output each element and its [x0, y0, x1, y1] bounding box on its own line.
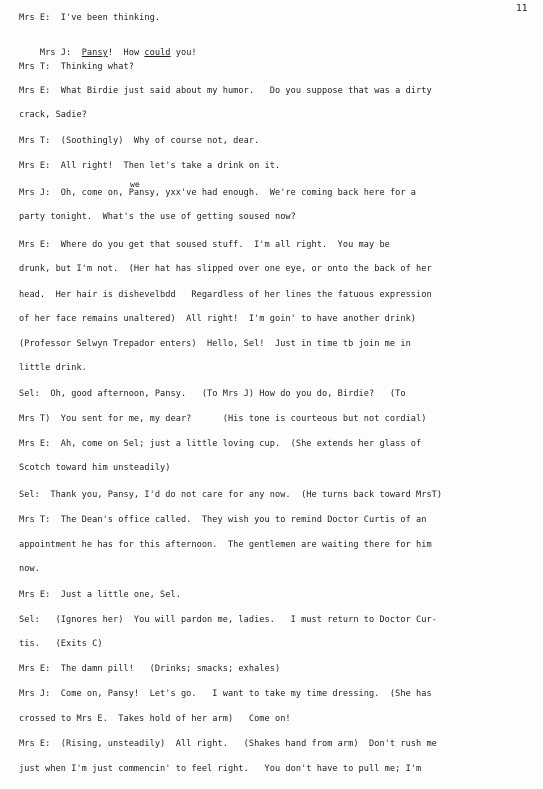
script-line: Mrs T) You sent for me, my dear? (His tone is courteous but not cordial): [19, 414, 427, 424]
script-line: little drink.: [19, 363, 87, 373]
line-text: you!: [170, 48, 197, 58]
script-line: of her face remains unaltered) All right! I'm goin' to have another drink): [19, 314, 417, 324]
script-line: Mrs E: What Birdie just said about my humor. Do you suppose that was a dirty: [19, 86, 432, 96]
underlined-word: Pansy: [81, 48, 108, 58]
line-speaker: Mrs J:: [39, 48, 82, 58]
script-line: crossed to Mrs E. Takes hold of her arm) Come on!: [19, 714, 291, 724]
script-line: Mrs E: All right! Then let's take a drink on it.: [19, 161, 281, 171]
script-line: now.: [19, 564, 40, 574]
script-line: (Professor Selwyn Trepador enters) Hello, Sel! Just in time tb join me in: [19, 339, 411, 349]
script-line: appointment he has for this afternoon. The gentlemen are waiting there for him: [19, 540, 432, 550]
script-line: Mrs T: (Soothingly) Why of course not, dear.: [19, 136, 260, 146]
script-line: Mrs T: Thinking what?: [19, 62, 134, 72]
script-line: Mrs E: The damn pill! (Drinks; smacks; exhales): [19, 664, 281, 674]
script-line: Mrs E: I've been thinking.: [19, 13, 161, 23]
script-line: tis. (Exits C): [19, 639, 103, 649]
script-line: Mrs E: (Rising, unsteadily) All right. (Shakes hand from arm) Don't rush me: [19, 739, 437, 749]
interlinear-correction: we: [130, 180, 140, 189]
script-line: Scotch toward him unsteadily): [19, 463, 171, 473]
script-line: drunk, but I'm not. (Her hat has slipped over one eye, or onto the back of her: [19, 264, 432, 274]
script-line: Sel: Oh, good afternoon, Pansy. (To Mrs J) How do you do, Birdie? (To: [19, 389, 406, 399]
script-line: Mrs E: Where do you get that soused stuff. I'm all right. You may be: [19, 240, 390, 250]
script-line: Mrs E: Just a little one, Sel.: [19, 590, 181, 600]
script-line: crack, Sadie?: [19, 110, 87, 120]
script-line: Sel: (Ignores her) You will pardon me, ladies. I must return to Doctor Cur-: [19, 615, 437, 625]
script-line: head. Her hair is dishevelbdd Regardless of her lines the fatuous expression: [19, 290, 432, 300]
line-text: ! How: [107, 48, 145, 58]
script-line: just when I'm just commencin' to feel right. You don't have to pull me; I'm: [19, 764, 422, 774]
script-line: Sel: Thank you, Pansy, I'd do not care for any now. (He turns back toward MrsT): [19, 490, 443, 500]
script-line: Mrs J: Come on, Pansy! Let's go. I want to take my time dressing. (She has: [19, 689, 432, 699]
underlined-word: could: [144, 48, 171, 58]
page-number: 11: [516, 3, 528, 14]
script-line: Mrs T: The Dean's office called. They wish you to remind Doctor Curtis of an: [19, 515, 427, 525]
script-line: Mrs E: Ah, come on Sel; just a little loving cup. (She extends her glass of: [19, 439, 422, 449]
script-line: Mrs J: Oh, come on, Pansy, yxx've had enough. We're coming back here for a: [19, 188, 417, 198]
script-line: party tonight. What's the use of getting soused now?: [19, 212, 296, 222]
